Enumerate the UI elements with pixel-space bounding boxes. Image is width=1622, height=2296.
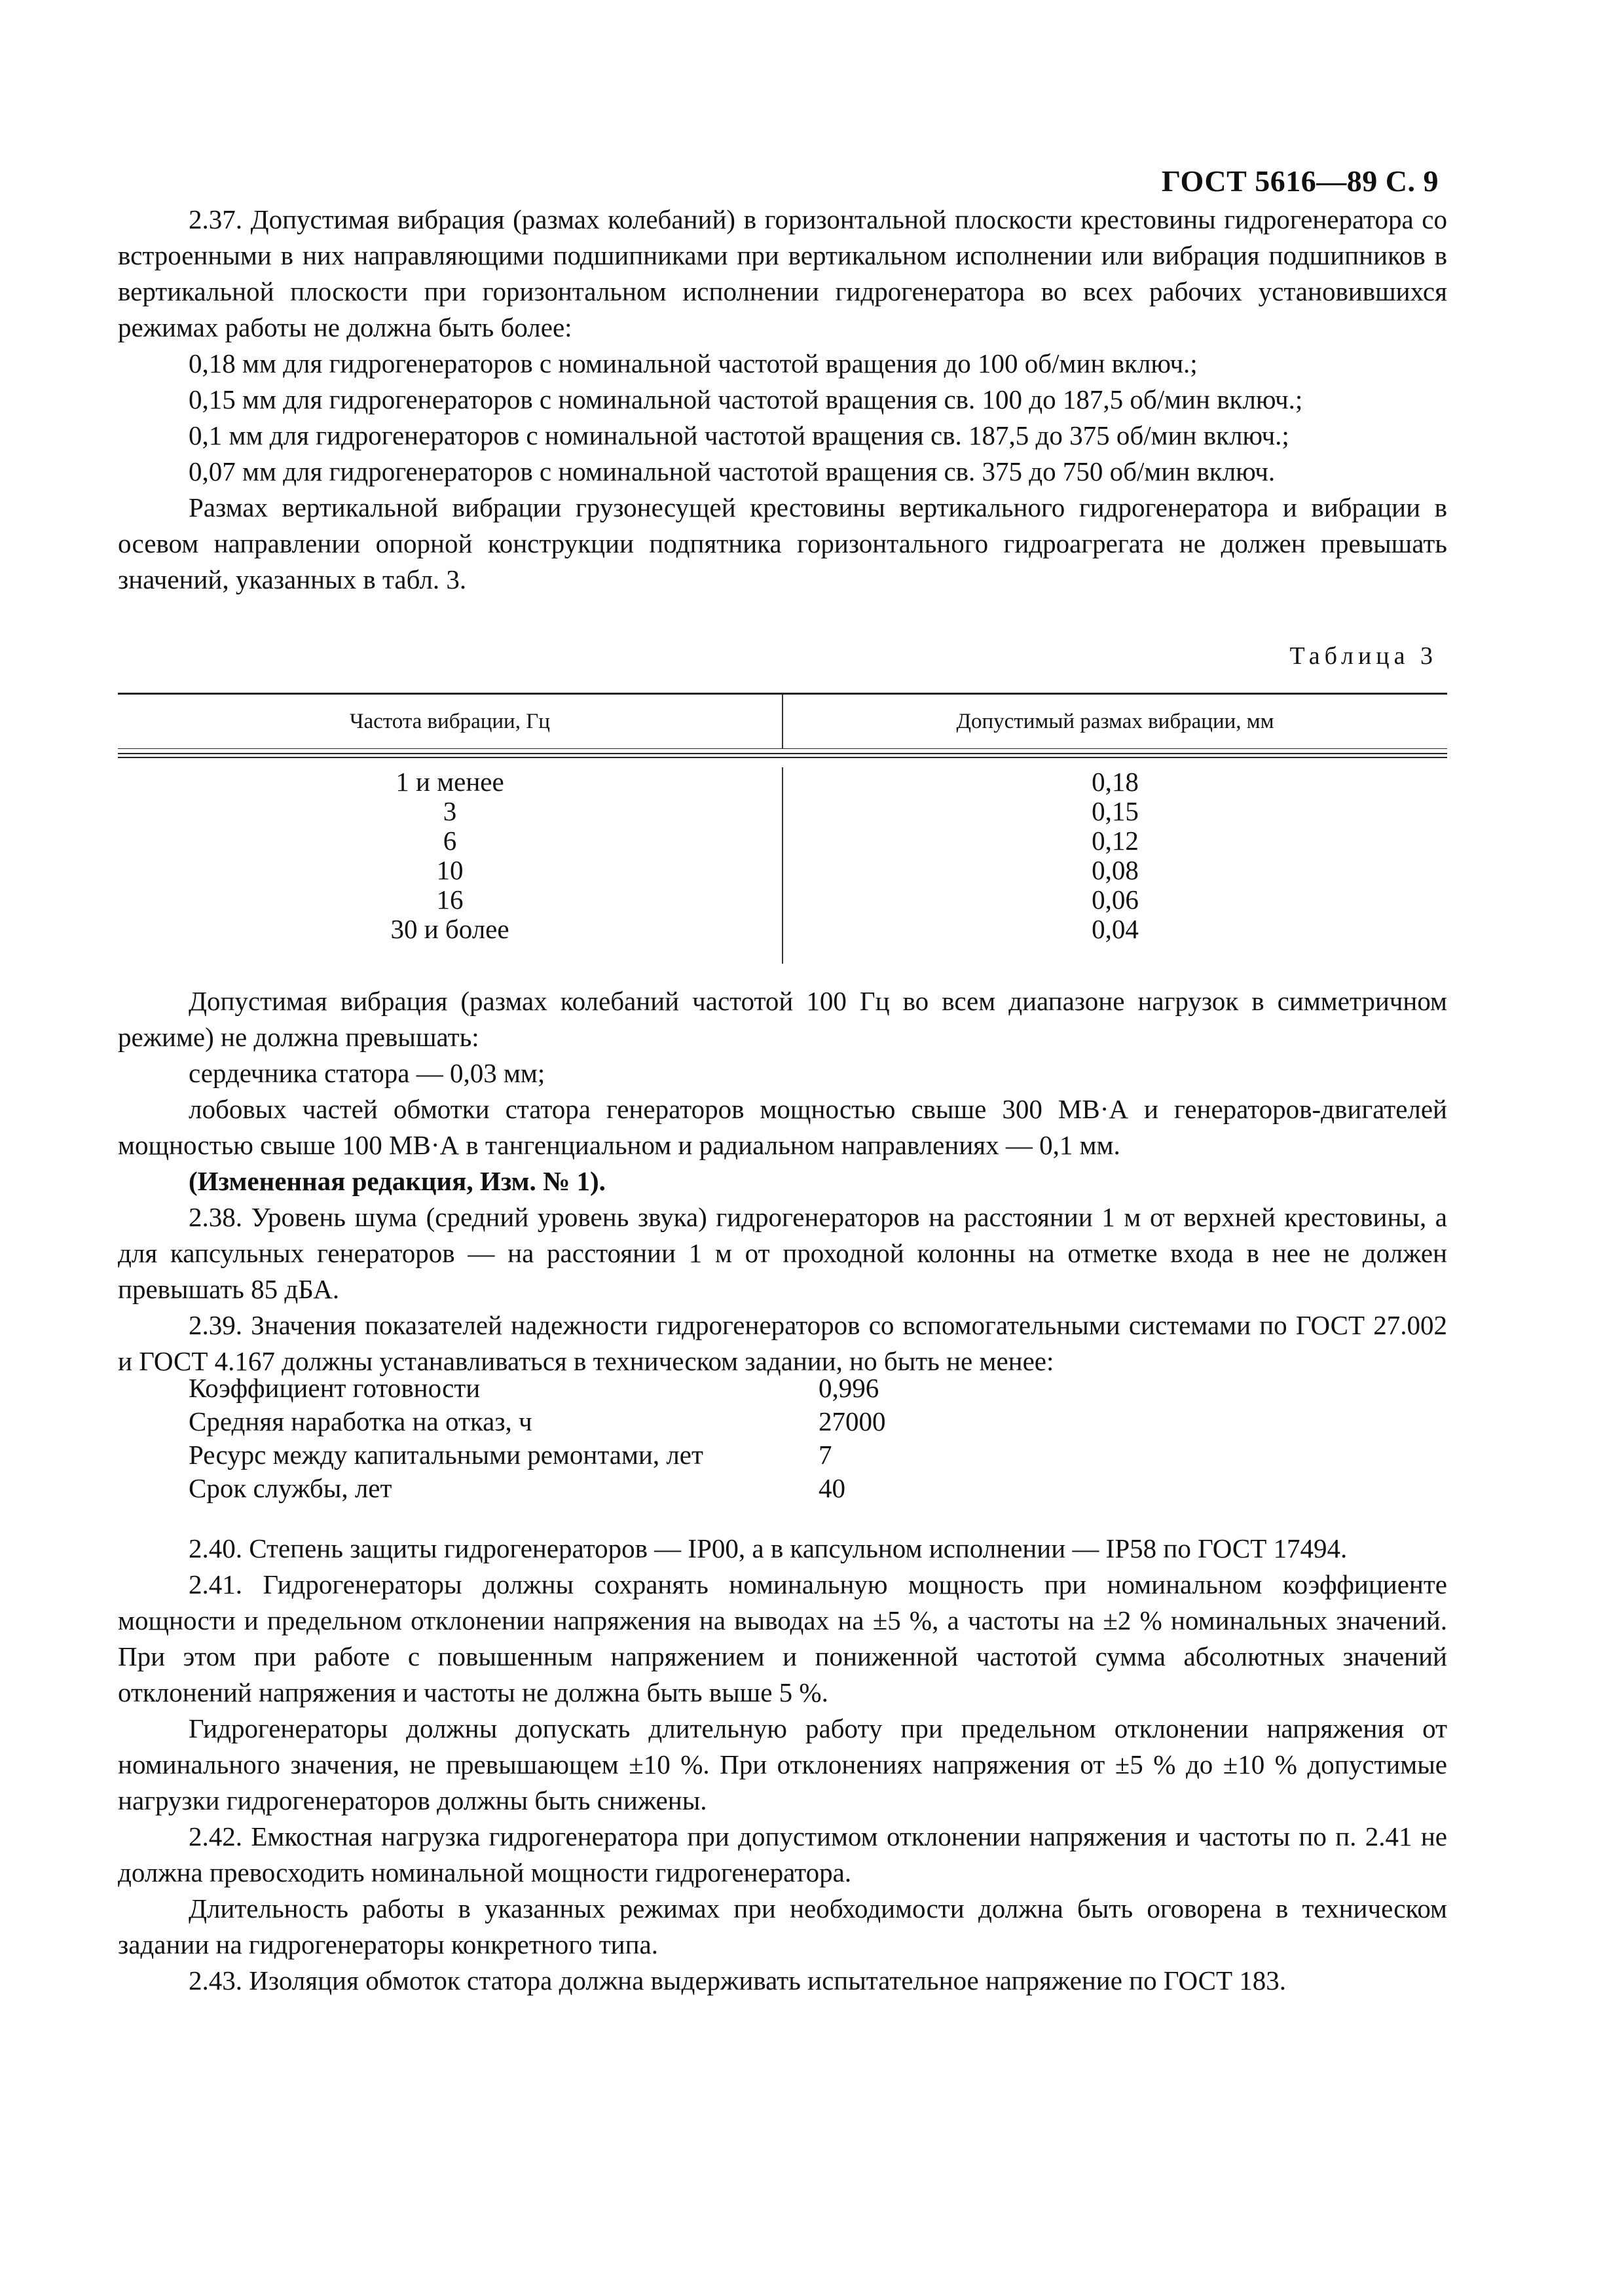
list-item: Средняя наработка на отказ, ч 27000 xyxy=(189,1406,886,1436)
table-header-rule xyxy=(118,753,1447,758)
column-header-frequency: Частота вибрации, Гц xyxy=(118,695,783,748)
table-cell: 0,12 xyxy=(1092,826,1139,856)
list-item: Коэффициент готовности 0,996 xyxy=(189,1373,879,1403)
paragraph: Допустимая вибрация (размах колебаний частотой 100 Гц во всем диапазоне нагрузок в симметричном режиме) не должна превышать: xyxy=(118,986,1447,1052)
table-cell: 30 и более xyxy=(390,914,509,944)
section-vibration-noise-reliability xyxy=(118,983,1447,1379)
table-cell: 16 xyxy=(436,884,464,915)
paragraph: лобовых частей обмотки статора генераторов мощностью свыше 300 МВ·А и генераторов-двигателей мощностью свыше 100 МВ·А в тангенциальном и радиальном направлениях — 0,1 мм. xyxy=(118,1094,1447,1160)
frequency-column xyxy=(118,767,783,964)
paragraph: 0,1 мм для гидрогенераторов с номинальной частотой вращения св. 187,5 до 375 об/мин включ.; xyxy=(189,420,1289,450)
table-cell: 3 xyxy=(443,796,457,826)
paragraph: 2.42. Емкостная нагрузка гидрогенератора при допустимом отклонении напряжения и частоты по п. 2.41 не должна превосходить номинальной мощности гидрогенератора. xyxy=(118,1821,1447,1887)
section-2-40-2-43 xyxy=(118,1531,1447,1999)
paragraph: Гидрогенераторы должны допускать длительную работу при предельном отклонении напряжения от номинального значения, не превышающем ±10 %. При отклонениях напряжения от ±5 % до ±10 % допустимые нагрузки гидрогенераторов должны быть снижены. xyxy=(118,1713,1447,1815)
reliability-list xyxy=(189,1372,886,1505)
paragraph: 2.43. Изоляция обмоток статора должна выдерживать испытательное напряжение по ГОСТ 183. xyxy=(189,1965,1287,1995)
paragraph: 2.37. Допустимая вибрация (размах колебаний) в горизонтальной плоскости крестовины гидрогенератора со встроенными в них направляющими подшипниками при вертикальном исполнении или вибрация подшипников в вертикальной плоскости при горизонтальном исполнении гидрогенератора во всех рабочих установившихся режимах работы не должна быть более: xyxy=(118,204,1447,342)
paragraph: 0,15 мм для гидрогенераторов с номинальной частотой вращения св. 100 до 187,5 об/мин включ.; xyxy=(189,384,1303,414)
vibration-table xyxy=(118,693,1447,964)
paragraph: 2.38. Уровень шума (средний уровень звука) гидрогенераторов на расстоянии 1 м от верхней крестовины, а для капсульных генераторов — на расстоянии 1 м от проходной колонны на отметке входа в нее не должен превышать 85 дБА. xyxy=(118,1202,1447,1304)
list-item: Ресурс между капитальными ремонтами, лет 7 xyxy=(189,1440,832,1470)
table-body xyxy=(118,758,1447,964)
paragraph: 0,07 мм для гидрогенераторов с номинальной частотой вращения св. 375 до 750 об/мин включ. xyxy=(189,456,1276,486)
paragraph: 0,18 мм для гидрогенераторов с номинальной частотой вращения до 100 об/мин включ.; xyxy=(189,348,1198,378)
paragraph: 2.40. Степень защиты гидрогенераторов — IP00, а в капсульном исполнении — IP58 по ГОСТ 17494. xyxy=(189,1533,1348,1563)
section-2-37 xyxy=(118,202,1447,598)
paragraph: Длительность работы в указанных режимах при необходимости должна быть оговорена в техническом задании на гидрогенераторы конкретного типа. xyxy=(118,1893,1447,1959)
paragraph: 2.39. Значения показателей надежности гидрогенераторов со вспомогательными системами по ГОСТ 27.002 и ГОСТ 4.167 должны устанавливаться в техническом задании, но быть не менее: xyxy=(118,1310,1447,1376)
table-cell: 1 и менее xyxy=(396,767,504,797)
amendment-note: (Измененная редакция, Изм. № 1). xyxy=(189,1166,606,1196)
table-label: Таблица 3 xyxy=(1289,642,1437,670)
table-cell: 0,08 xyxy=(1092,855,1139,885)
column-header-amplitude: Допустимый размах вибрации, мм xyxy=(956,709,1274,733)
table-cell: 0,18 xyxy=(1092,767,1139,797)
list-item: Срок службы, лет 40 xyxy=(189,1473,845,1503)
table-header xyxy=(118,695,1447,749)
table-cell: 6 xyxy=(443,826,457,856)
table-cell: 0,04 xyxy=(1092,914,1139,944)
page-header: ГОСТ 5616—89 С. 9 xyxy=(1161,164,1439,198)
paragraph: 2.41. Гидрогенераторы должны сохранять номинальную мощность при номинальном коэффициенте мощности и предельном отклонении напряжения на выводах на ±5 %, а частоты на ±2 % номинальных значений. При этом при работе с повышенным напряжением и пониженной частотой сумма абсолютных значений отклонений напряжения и частоты не должна быть выше 5 %. xyxy=(118,1569,1447,1707)
amplitude-column xyxy=(783,767,1447,964)
table-cell: 10 xyxy=(436,855,464,885)
table-cell: 0,15 xyxy=(1092,796,1139,826)
table-cell: 0,06 xyxy=(1092,884,1139,915)
paragraph: сердечника статора — 0,03 мм; xyxy=(189,1058,545,1088)
paragraph: Размах вертикальной вибрации грузонесущей крестовины вертикального гидрогенератора и вибрации в осевом направлении опорной конструкции подпятника горизонтального гидроагрегата не должен превышать значений, указанных в табл. 3. xyxy=(118,492,1447,594)
